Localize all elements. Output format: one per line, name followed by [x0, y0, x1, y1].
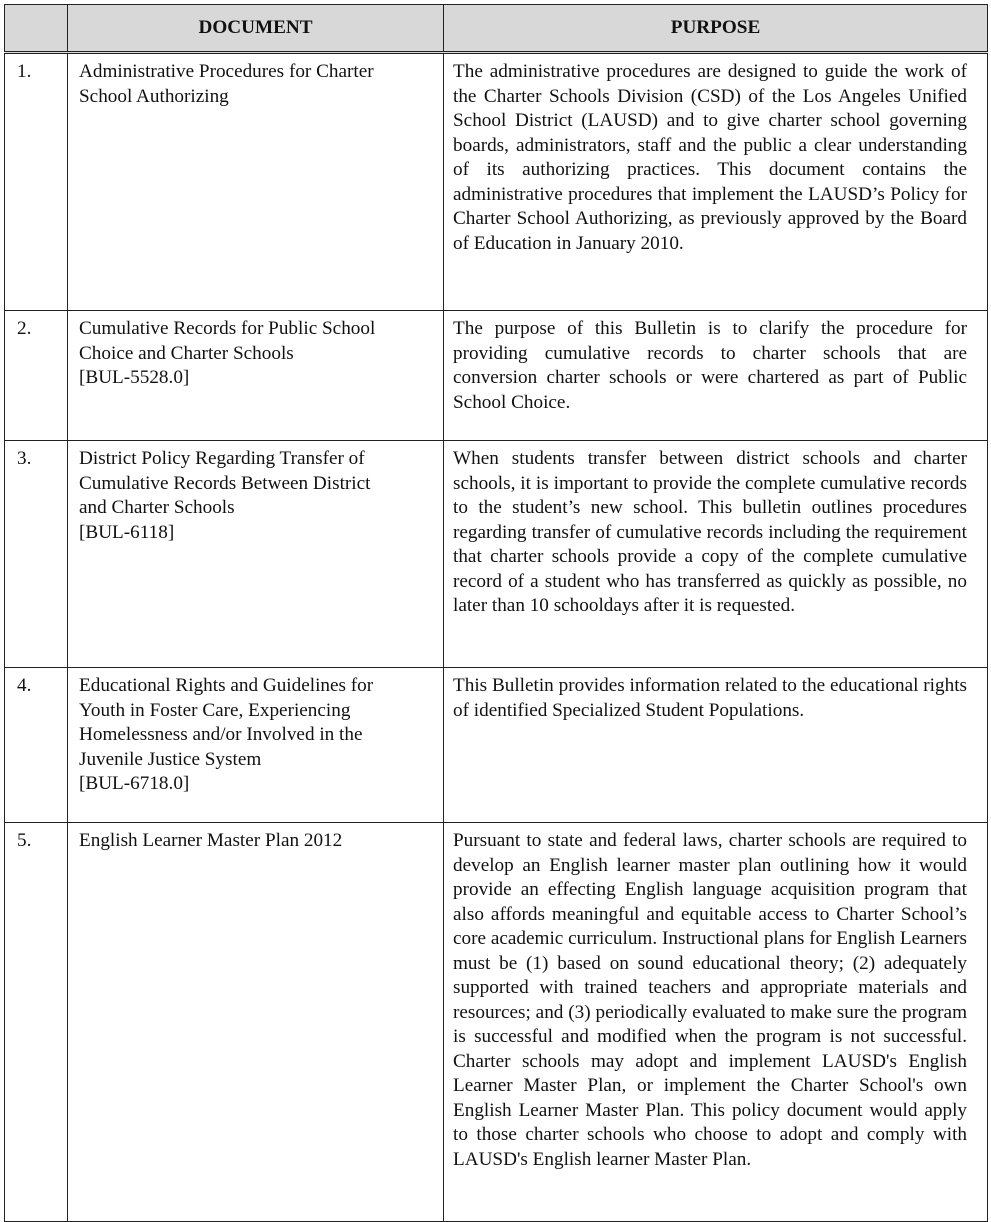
- document-title-line: Cumulative Records Between District: [79, 472, 371, 494]
- row-number: 5.: [5, 823, 68, 1222]
- table-row: [5, 53, 988, 311]
- document-title: [68, 53, 444, 311]
- document-table: [4, 4, 988, 1222]
- table-row: [5, 311, 988, 441]
- document-title-line: District Policy Regarding Transfer of: [79, 448, 365, 469]
- document-code: [BUL-6718.0]: [79, 773, 190, 794]
- purpose-text: [444, 441, 988, 668]
- document-title: [68, 311, 444, 441]
- purpose-text: [444, 311, 988, 441]
- document-title-line: Administrative Procedures for Charter: [79, 61, 374, 82]
- header-purpose: PURPOSE: [444, 5, 988, 53]
- document-title: [68, 668, 444, 823]
- purpose-text: [444, 53, 988, 311]
- table-row: [5, 823, 988, 1222]
- header-row: [5, 5, 988, 53]
- purpose-paragraph: The administrative procedures are designed to guide the work of the Charter Schools Division (CSD) of the Los Angeles Unified School District (LAUSD) and to give charter school governing boards, administrators, staff and the public a clear understanding of its authorizing practices. This document contains the administrative procedures that implement the LAUSD’s Policy for Charter School Authorizing, as previously approved by the Board of Education in January 2010.: [453, 61, 967, 254]
- document-title-line: Educational Rights and Guidelines for: [79, 675, 374, 696]
- document-title-line: Choice and Charter Schools: [79, 342, 294, 364]
- document-code: [BUL-6118]: [79, 521, 175, 543]
- row-number: 2.: [5, 311, 68, 441]
- document-title-line: Juvenile Justice System: [79, 748, 262, 770]
- table-row: [5, 441, 988, 668]
- document-title-line: Cumulative Records for Public School: [79, 318, 376, 339]
- document-title-line: Youth in Foster Care, Experiencing: [79, 699, 351, 721]
- row-number: 3.: [5, 441, 68, 668]
- row-number: 1.: [5, 53, 68, 311]
- purpose-paragraph: The purpose of this Bulletin is to clarify the procedure for providing cumulative records to charter schools that are conversion charter schools or were chartered as part of Public School Choice.: [453, 318, 967, 413]
- document-code: [BUL-5528.0]: [79, 367, 190, 388]
- document-title-line: Homelessness and/or Involved in the: [79, 724, 363, 745]
- document-title-line: and Charter Schools: [79, 497, 235, 518]
- document-title: [68, 441, 444, 668]
- purpose-text: [444, 668, 988, 823]
- purpose-paragraph: This Bulletin provides information related to the educational rights of identified Specialized Student Populations.: [453, 675, 967, 721]
- document-title-line: School Authorizing: [79, 85, 229, 107]
- purpose-paragraph: Pursuant to state and federal laws, charter schools are required to develop an English learner master plan outlining how it would provide an effecting English language acquisition program that also affords meaningful and equitable access to Charter School’s core academic curriculum. Instructional plans for English Learners must be (1) based on sound educational theory; (2) adequately supported with trained teachers and appropriate materials and resources; and (3) periodically evaluated to make sure the program is successful and modified when the program is not successful. Charter schools may adopt and implement LAUSD's English Learner Master Plan, or implement the Charter School's own English Learner Master Plan. This policy document would apply to those charter schools who choose to adopt and comply with LAUSD's English learner Master Plan.: [453, 830, 967, 1170]
- table-row: [5, 668, 988, 823]
- header-number: [5, 5, 68, 53]
- row-number: 4.: [5, 668, 68, 823]
- document-title: [68, 823, 444, 1222]
- purpose-paragraph: When students transfer between district schools and charter schools, it is important to provide the complete cumulative records to the student’s new school. This bulletin outlines procedures regarding transfer of cumulative records including the requirement that charter schools provide a copy of the complete cumulative record of a student who has transferred as quickly as possible, no later than 10 schooldays after it is requested.: [453, 448, 967, 616]
- document-title-line: English Learner Master Plan 2012: [79, 830, 343, 851]
- header-document: DOCUMENT: [68, 5, 444, 53]
- purpose-text: [444, 823, 988, 1222]
